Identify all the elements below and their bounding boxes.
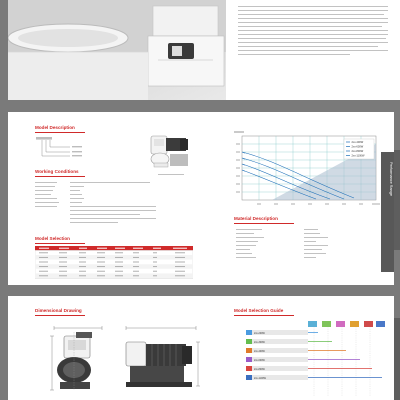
chart-legend-item: 2xx-400W: [351, 141, 364, 144]
dimensional-drawing-title: Dimensional Drawing: [35, 308, 82, 313]
pump-photo-caption: [158, 174, 184, 175]
page-3: [8, 296, 394, 400]
chart-legend: [344, 139, 374, 159]
page-2: [8, 112, 394, 285]
gutter-tab-top[interactable]: [394, 150, 400, 250]
guide-row-label: 2xx-600W: [254, 358, 265, 362]
chart-y-ticks: [236, 144, 240, 192]
guide-row-1: [246, 330, 318, 335]
model-description-title: Model Description: [35, 125, 75, 130]
model-selection-title: Model Selection: [35, 236, 70, 241]
guide-row-label: 2xx-400W: [254, 349, 265, 353]
page-1: [8, 0, 400, 100]
working-conditions-title: Working Conditions: [35, 169, 79, 174]
guide-row-label: 2xx-1100W: [254, 376, 266, 380]
model-selection-rule: [35, 243, 85, 244]
model-description-rule: [35, 132, 85, 133]
material-description-title: Material Description: [234, 216, 278, 221]
model-code-diagram: [34, 136, 114, 160]
bathroom-photo: [8, 0, 226, 100]
chart-legend-item: 2xx-600W: [351, 145, 364, 149]
chart-legend-item: 2xx-800W: [351, 150, 364, 153]
performance-chart: [234, 130, 384, 212]
pump-product-photo: [148, 130, 192, 172]
working-conditions-rule: [35, 176, 85, 177]
performance-range-label: Performance Range: [389, 162, 393, 196]
model-selection-table: [35, 246, 193, 279]
dimensional-drawing-rule: [35, 315, 85, 316]
chart-legend-item: 2xx-1100W: [351, 154, 365, 158]
guide-row-label: 2xx-300W: [254, 340, 265, 344]
guide-row-label: 2xx-200W: [254, 331, 265, 335]
model-selection-guide-rule: [234, 315, 294, 316]
dimension-drawing-side: [120, 324, 200, 394]
dimension-drawing-front: [50, 324, 106, 394]
model-selection-guide-title: Model Selection Guide: [234, 308, 284, 313]
gutter-tab-bottom[interactable]: [394, 318, 400, 400]
guide-row-label: 2xx-800W: [254, 367, 265, 371]
material-description-rule: [234, 223, 294, 224]
selection-guide-diagram: [224, 320, 386, 398]
